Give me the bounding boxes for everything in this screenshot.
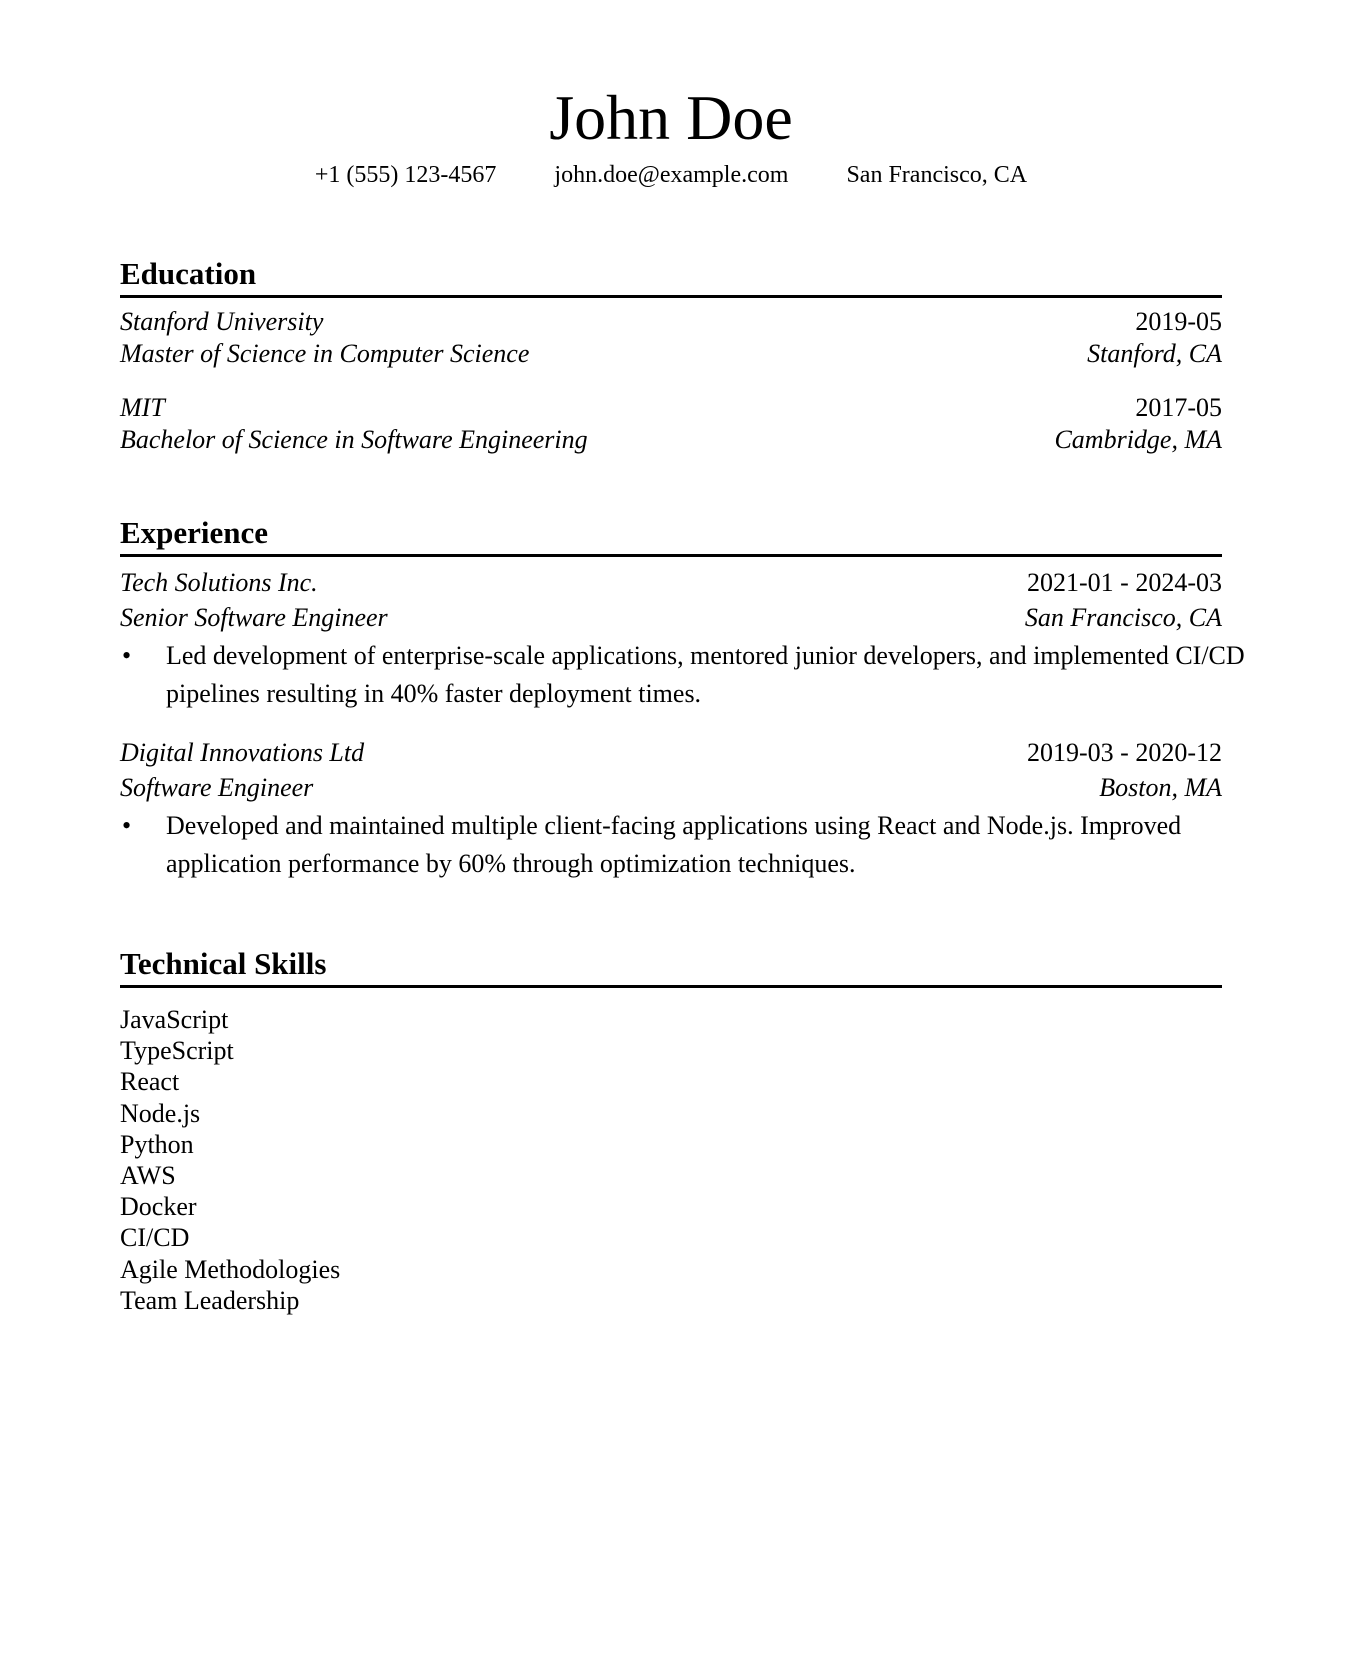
skill-item: Team Leadership	[120, 1285, 300, 1315]
institution-location: Cambridge, MA	[1054, 425, 1222, 454]
bullet-text: Led development of enterprise-scale applications, mentored junior developers, and implemented CI/CD pipelines resulting in 40% faster deployment times.	[166, 641, 1245, 708]
job-location: San Francisco, CA	[1024, 603, 1222, 632]
employment-dates: 2021-01 - 2024-03	[1027, 568, 1222, 597]
resume-page	[120, 82, 1245, 1315]
education-entry	[120, 392, 1222, 456]
bullet-list	[120, 637, 1248, 713]
job-location: Boston, MA	[1099, 773, 1222, 802]
skill-item: Python	[120, 1129, 194, 1159]
experience-entry	[120, 735, 1222, 883]
education-section	[120, 255, 1222, 456]
section-title-skills: Technical Skills	[120, 945, 1222, 988]
company-name: Digital Innovations Ltd	[120, 738, 365, 767]
skill-item: JavaScript	[120, 1005, 229, 1034]
graduation-date: 2019-05	[1135, 307, 1222, 336]
skill-item: CI/CD	[120, 1223, 190, 1253]
section-title-education: Education	[120, 255, 1222, 298]
institution-location: Stanford, CA	[1087, 339, 1222, 368]
bullet-list	[120, 807, 1248, 883]
degree-name: Bachelor of Science in Software Engineering	[120, 425, 588, 454]
skill-item: TypeScript	[120, 1036, 234, 1066]
email-address: john.doe@example.com	[554, 162, 789, 188]
bullet-text: Developed and maintained multiple client-facing applications using React and Node.js. Improved application performance by 60% through optimization techniques.	[166, 811, 1182, 878]
company-name: Tech Solutions Inc.	[120, 568, 318, 597]
institution-name: MIT	[120, 393, 165, 422]
experience-section	[120, 514, 1245, 883]
skill-item: Node.js	[120, 1098, 201, 1128]
experience-entry	[120, 565, 1245, 713]
skill-item: Docker	[120, 1192, 197, 1222]
skills-list	[120, 1004, 1222, 1316]
skills-section	[120, 945, 1222, 1316]
employment-dates: 2019-03 - 2020-12	[1027, 738, 1222, 767]
degree-name: Master of Science in Computer Science	[120, 339, 530, 368]
bullet-icon: •	[122, 811, 132, 840]
job-title: Software Engineer	[120, 773, 314, 802]
list-item	[120, 807, 1248, 883]
bullet-icon: •	[122, 641, 132, 670]
home-location: San Francisco, CA	[846, 162, 1028, 188]
page-title: John Doe	[549, 82, 793, 153]
job-title: Senior Software Engineer	[120, 603, 388, 632]
phone-number: +1 (555) 123-4567	[314, 162, 497, 188]
contact-line	[120, 160, 1222, 190]
institution-name: Stanford University	[120, 307, 324, 336]
section-title-experience: Experience	[120, 514, 1222, 557]
list-item	[120, 637, 1248, 713]
education-entry	[120, 306, 1222, 370]
skill-item: Agile Methodologies	[120, 1254, 341, 1284]
skill-item: AWS	[120, 1161, 176, 1191]
skill-item: React	[120, 1067, 180, 1097]
graduation-date: 2017-05	[1135, 393, 1222, 422]
